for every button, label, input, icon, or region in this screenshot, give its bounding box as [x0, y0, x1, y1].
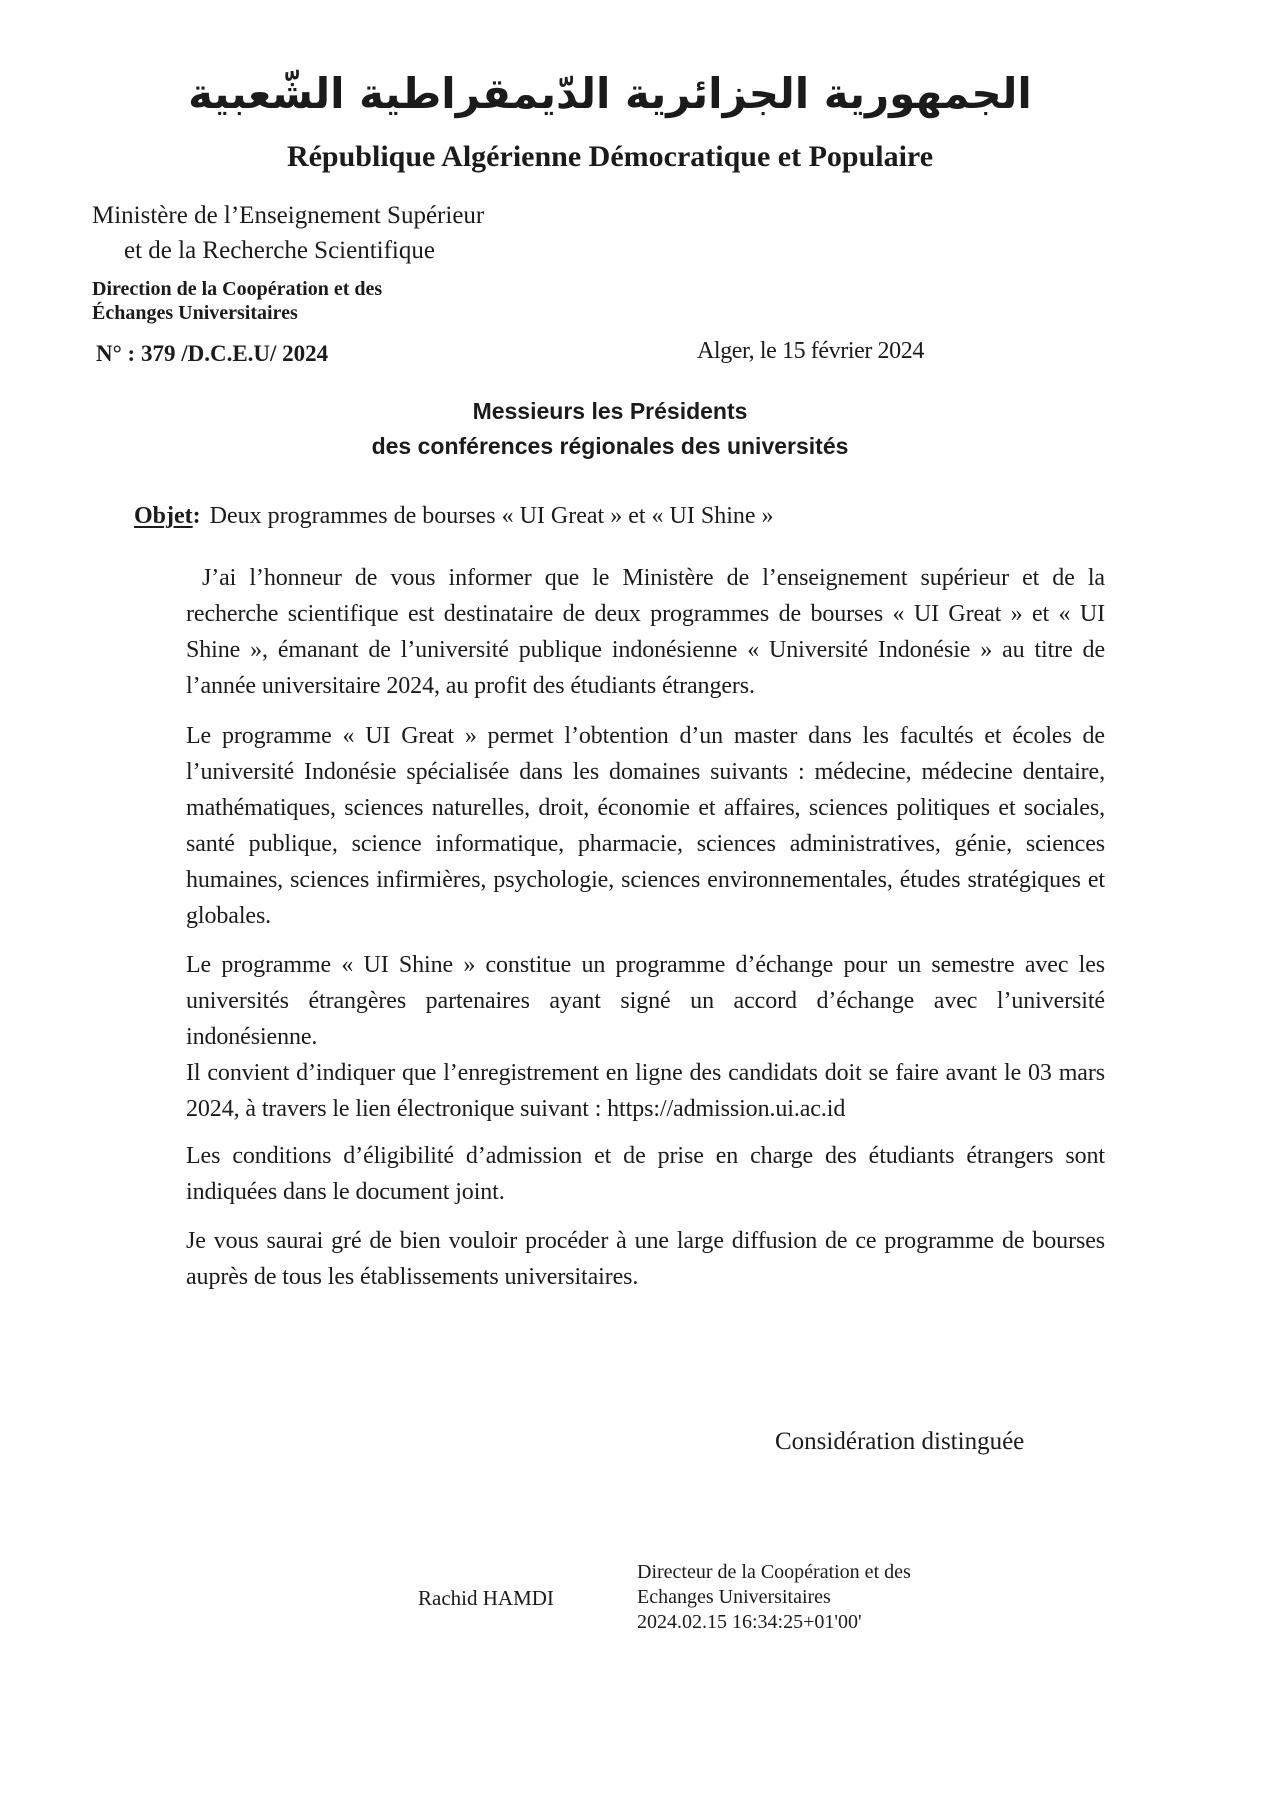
recipient-line-1: Messieurs les Présidents	[472, 398, 748, 424]
digital-signature-block	[637, 1560, 911, 1635]
subject-line	[134, 503, 774, 530]
closing-formula: Considération distinguée	[775, 1428, 1025, 1455]
ministry-name-line-1: Ministère de l’Enseignement Supérieur	[92, 202, 485, 229]
direction-name	[92, 277, 382, 325]
paragraph-4: Il convient d’indiquer que l’enregistrement en ligne des candidats doit se faire avant le 03 mars 2024, à travers le lien électronique suivant : https://admission.ui.ac.id	[186, 1060, 1105, 1122]
paragraph-6: Je vous saurai gré de bien vouloir procéder à une large diffusion de ce programme de bourses auprès de tous les établissements universitaires.	[186, 1228, 1105, 1290]
signature-title-line-1: Directeur de la Coopération et des	[637, 1561, 911, 1583]
reference-number: N° : 379 /D.C.E.U/ 2024	[96, 341, 329, 366]
letter-body	[186, 560, 1105, 1295]
paragraph-3: Le programme « UI Shine » constitue un programme d’échange pour un semestre avec les universités étrangères partenaires ayant signé un accord d’échange avec l’université indonésienne.	[186, 952, 1105, 1050]
direction-line-1: Direction de la Coopération et des	[92, 278, 383, 300]
place-and-date: Alger, le 15 février 2024	[697, 338, 924, 364]
title-arabic: الجمهورية الجزائرية الدّيمقراطية الشّعبية	[188, 69, 1032, 118]
recipient-heading	[80, 394, 1140, 464]
signature-title-line-2: Echanges Universitaires	[637, 1586, 831, 1608]
ministry-name-line-2: et de la Recherche Scientifique	[124, 237, 435, 264]
paragraph-5: Les conditions d’éligibilité d’admission et de prise en charge des étudiants étrangers sont indiquées dans le document joint.	[186, 1143, 1105, 1205]
title-french: République Algérienne Démocratique et Populaire	[286, 140, 934, 173]
paragraph-2: Le programme « UI Great » permet l’obtention d’un master dans les facultés et écoles de l’université Indonésie spécialisée dans les domaines suivants : médecine, médecine dentaire, mathématiques, sciences naturelles, droit, économie et affaires, sciences politiques et sociales, santé publique, science informatique, pharmacie, sciences administratives, génie, sciences humaines, sciences infirmières, psychologie, sciences environnementales, études stratégiques et globales.	[186, 723, 1105, 929]
paragraph-1: J’ai l’honneur de vous informer que le Ministère de l’enseignement supérieur et de la recherche scientifique est destinataire de deux programmes de bourses « UI Great » et « UI Shine », émanant de l’université publique indonésienne « Université Indonésie » au titre de l’année universitaire 2024, au profit des étudiants étrangers.	[186, 565, 1105, 699]
direction-line-2: Échanges Universitaires	[92, 302, 298, 324]
recipient-line-2: des conférences régionales des universités	[371, 433, 849, 459]
signer-name: Rachid HAMDI	[418, 1586, 554, 1610]
subject-label: Objet	[134, 503, 193, 529]
subject-separator: :	[192, 503, 201, 529]
signature-timestamp: 2024.02.15 16:34:25+01'00'	[637, 1611, 862, 1633]
subject-text: Deux programmes de bourses « UI Great » et « UI Shine »	[209, 503, 774, 529]
